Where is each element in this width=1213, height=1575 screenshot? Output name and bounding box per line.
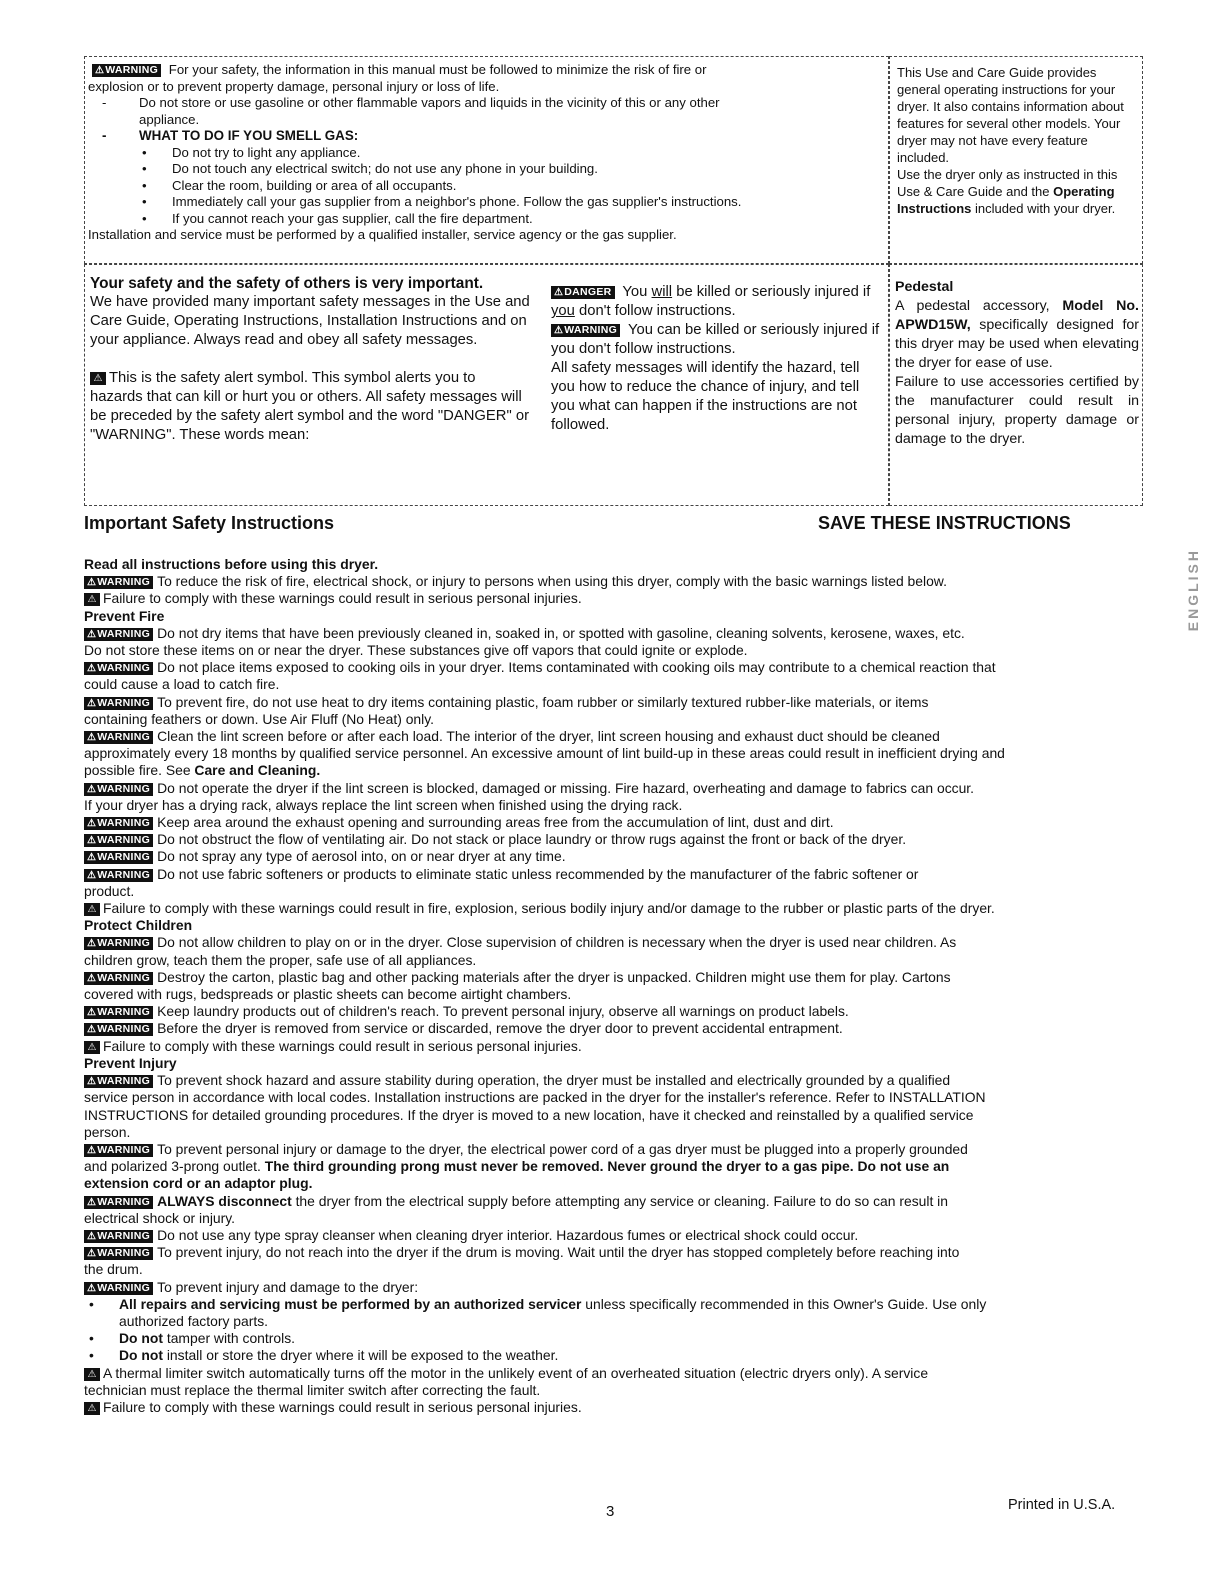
warning-badge: ⚠WARNING [84, 1282, 153, 1295]
warning-badge: ⚠WARNING [84, 851, 153, 864]
safety-alert-symbol-icon: ⚠ [84, 1402, 100, 1415]
warning-badge: ⚠WARNING [84, 1006, 153, 1019]
alert-triangle-icon: ⚠ [95, 65, 105, 76]
warning-badge: ⚠WARNING [84, 576, 153, 589]
warning-badge: ⚠WARNING [84, 1144, 153, 1157]
safety-alert-symbol-icon: ⚠ [90, 372, 106, 385]
warning-badge: ⚠WARNING [92, 64, 161, 77]
warning-badge: ⚠WARNING [84, 869, 153, 882]
pedestal-content: Pedestal A pedestal accessory, Model No. APWD15W, specifically designed for this dryer may be used when elevating the dryer for ease of use. Failure to use accessories certified by the manufacturer could result in personal injury, property damage or damage to the dryer. [895, 279, 1139, 447]
safety-alert-symbol-icon: ⚠ [84, 903, 100, 916]
language-side-tab: ENGLISH [1185, 548, 1201, 632]
page-number: 3 [606, 1503, 615, 1520]
read-all-heading: Read all instructions before using this dryer. [84, 556, 379, 572]
save-instructions-heading: SAVE THESE INSTRUCTIONS [818, 513, 1071, 533]
warning-badge: ⚠WARNING [551, 324, 620, 337]
danger-badge: ⚠DANGER [551, 286, 615, 299]
smell-gas-heading: WHAT TO DO IF YOU SMELL GAS: [139, 128, 359, 143]
prevent-injury-heading: Prevent Injury [84, 1054, 177, 1071]
warning-badge: ⚠WARNING [84, 628, 153, 641]
warning-badge: ⚠WARNING [84, 1023, 153, 1036]
warning-badge: ⚠WARNING [84, 731, 153, 744]
pedestal-title: Pedestal [895, 279, 954, 295]
warning-badge: ⚠WARNING [84, 972, 153, 985]
warning-badge: ⚠WARNING [84, 783, 153, 796]
safety-instructions-body: Read all instructions before using this dryer. ⚠WARNING To reduce the risk of fire, electrical shock, or injury to persons when using this dryer, comply with the basic warnings listed below. ⚠ Failure to comply with these warnings could result in serious personal injuries. Prevent Fire ⚠WARNING Do not dry items that have been previously cleaned in, soaked in, or spotted with gasoline, cleaning solvents, kerosene, waxes, etc. Do not store these items on or near the dryer. These substances give off vapors that could ignite or explode. ⚠WARNING Do not place items exposed to cooking oils in your dryer. Items contaminated with cooking oils may contribute to a chemical reaction that could cause a load to catch fire. ⚠WARNING To prevent fire, do not use heat to dry items containing plastic, foam rubber or similarly textured rubber-like materials, or items containing feathers or down. Use Air Fluff (No Heat) only. ⚠WARNING Clean the lint screen before or after each load. The interior of the dryer, lint screen housing and exhaust duct should be cleaned approximately every 18 months by qualified service personnel. An excessive amount of lint build-up in these areas could result in inefficient drying and possible fire. See Care and Cleaning. ⚠WARNING Do not operate the dryer if the lint screen is blocked, damaged or missing. Fire hazard, overheating and damage to fabrics can occur. If your dryer has a drying rack, always replace the lint screen when finished using the drying rack. ⚠WARNING Keep area around the exhaust opening and surrounding areas free from the accumulation of lint, dust and dirt. ⚠WARNING Do not obstruct the flow of ventilating air. Do not stack or place laundry or throw rugs against the front or back of the dryer. ⚠WARNING Do not spray any type of aerosol into, on or near dryer at any time. ⚠WARNING Do not use fabric softeners or products to eliminate static unless recommended by the manufacturer of the fabric softener or product. ⚠ Failure to comply with these warnings could result in fire, explosion, serious bodily injury and/or damage to the rubber or plastic parts of the dryer. Protect Children ⚠WARNING Do not allow children to play on or in the dryer. Close supervision of children is necessary when the dryer is used near children. As children grow, teach them the proper, safe use of all appliances. ⚠WARNING Destroy the carton, plastic bag and other packing materials after the dryer is unpacked. Children might use them for play. Cartons covered with rugs, bedspreads or plastic sheets can become airtight chambers. ⚠WARNING Keep laundry products out of children's reach. To prevent personal injury, observe all warnings on product labels. ⚠WARNING Before the dryer is removed from service or discarded, remove the dryer door to prevent accidental entrapment. ⚠ Failure to comply with these warnings could result in serious personal injuries. Prevent Injury ⚠WARNING To prevent shock hazard and assure stability during operation, the dryer must be installed and electrically grounded by a qualified service person in accordance with local codes. Installation instructions are packed in the dryer for the installer's reference. Refer to INSTALLATION INSTRUCTIONS for detailed grounding procedures. If the dryer is moved to a new location, have it checked and reinstalled by a qualified service person. ⚠WARNING To prevent personal injury or damage to the dryer, the electrical power cord of a gas dryer must be plugged into a properly grounded and polarized 3-prong outlet. The third grounding prong must never be removed. Never ground the dryer to a gas pipe. Do not use an extension cord or an adaptor plug. ⚠WARNING ALWAYS disconnect the dryer from the electrical supply before attempting any service or cleaning. Failure to do so can result in electrical shock or injury. ⚠WARNING Do not use any type spray cleanser when cleaning dryer interior. Hazardous fumes or electrical shock could occur. ⚠WARNING To prevent injury, do not reach into the dryer if the drum is moving. Wait until the dryer has stopped completely before reaching into the drum. ⚠WARNING To prevent injury and damage to the dryer: All repairs and servicing must be performed by an authorized servicer unless specifically recommended in this Owner's Guide. Use only authorized factory parts. Do not tamper with controls. Do not install or store the dryer where it will be exposed to the weather. ⚠ A thermal limiter switch automatically turns off the motor in the unlikely event of an overheated situation (electric dryers only). A service technician must replace the thermal limiter switch after correcting the fault. ⚠ Failure to comply with these warnings could result in serious personal injuries. [84, 556, 1146, 1416]
safety-right-column: ⚠DANGER You will be killed or seriously injured if you don't follow instructions. ⚠WARNING You can be killed or seriously injured if you don't follow instructions. All safety messages will identify the hazard, tell you how to reduce the chance of injury, and tell you what can happen if the instructions are not followed. [551, 284, 880, 433]
warning-badge: ⚠WARNING [84, 1196, 153, 1209]
warning-badge: ⚠WARNING [84, 834, 153, 847]
warning-badge: ⚠WARNING [84, 937, 153, 950]
warning-badge: ⚠WARNING [84, 817, 153, 830]
warning-badge: ⚠WARNING [84, 662, 153, 675]
protect-children-heading: Protect Children [84, 917, 193, 934]
safety-alert-symbol-icon: ⚠ [84, 1368, 100, 1381]
guide-info-content: This Use and Care Guide provides general operating instructions for your dryer. It also contains information about features for several other models. Your dryer may not have every feature included. Use the dryer only as instructed in this Use & Care Guide and the Operating Instructions included with your dryer. [897, 65, 1124, 216]
section-title: Important Safety Instructions [84, 513, 335, 533]
printed-in: Printed in U.S.A. [1008, 1497, 1116, 1513]
safety-left-column: Your safety and the safety of others is very important. We have provided many important safety messages in the Use and Care Guide, Operating Instructions, Installation Instructions and on your appliance. Always read and obey all safety messages. ⚠ This is the safety alert symbol. This symbol alerts you to hazards that can kill or hurt you or others. All safety messages will be preceded by the safety alert symbol and the word "DANGER" or "WARNING". These words mean: [90, 275, 530, 443]
warning-badge: ⚠WARNING [84, 1247, 153, 1260]
safety-alert-symbol-icon: ⚠ [84, 1041, 100, 1054]
warning-badge: ⚠WARNING [84, 697, 153, 710]
care-cleaning-ref: Care and Cleaning. [194, 762, 321, 779]
gas-warning-content: ⚠WARNING For your safety, the information in this manual must be followed to minimize the risk of fire or explosion or to prevent property damage, personal injury or loss of life. Do not store or use gasoline or other flammable vapors and liquids in the vicinity of this or any other appliance. WHAT TO DO IF YOU SMELL GAS: Do not try to light any appliance. Do not touch any electrical switch; do not use any phone in your building. Clear the room, building or area of all occupants. Immediately call your gas supplier from a neighbor's phone. Follow the gas supplier's instructions. If you cannot reach your gas supplier, call the fire department. Installation and service must be performed by a qualified installer, service agency or the gas supplier. [88, 62, 742, 242]
warning-badge: ⚠WARNING [84, 1230, 153, 1243]
warning-badge: ⚠WARNING [84, 1075, 153, 1088]
safety-alert-symbol-icon: ⚠ [84, 593, 100, 606]
prevent-fire-heading: Prevent Fire [84, 607, 165, 624]
safety-title: Your safety and the safety of others is very important. [90, 275, 484, 292]
